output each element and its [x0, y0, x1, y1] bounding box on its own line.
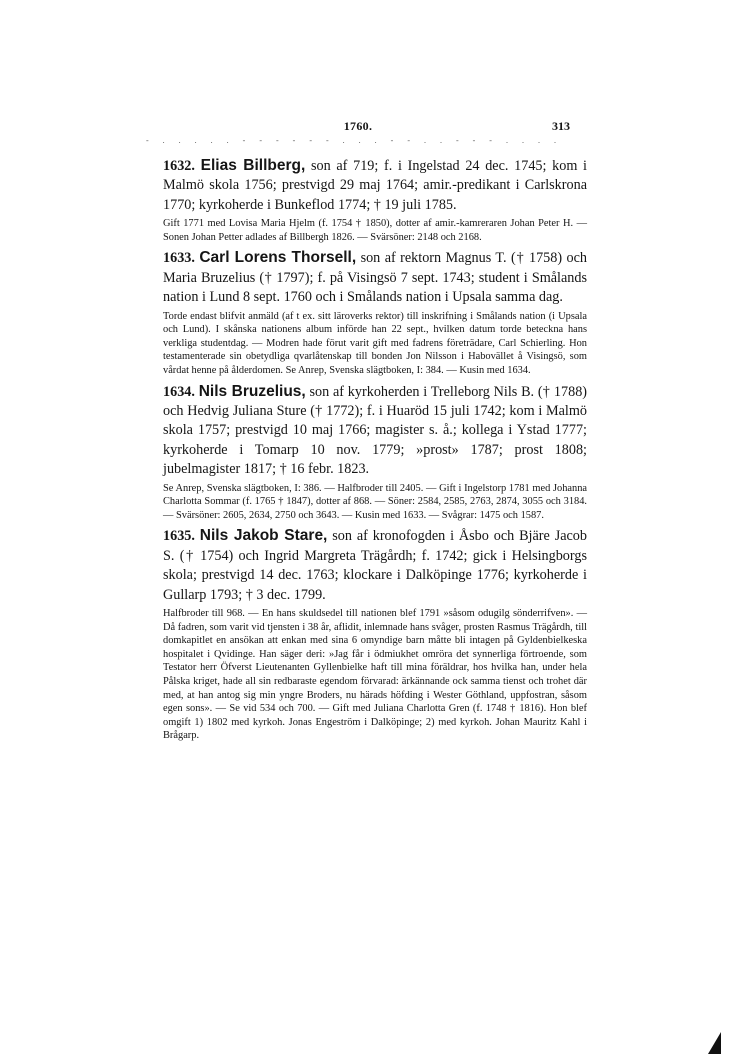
entry-1632 — [163, 156, 587, 244]
entry-note-text: Halfbroder till 968. — En hans skuldsedel till nationen blef 1791 »såsom odugilg sönderrifven». — Då fadren, som varit vid tjensten i 38 år, aflidit, inlemnade hans svåger, prosten Rasmus Trägårdh, till domkapitlet en ansökan att enkan med sina 6 omyndige barn måtte bli intagen på Gyldenbielkeska hospitalet i Qvidinge. Han säger deri: »Jag får i ödmiukhet omröra det synnerliga förtroende, som Testator herr Öfverst Lieutenanten Gyllenbielke haft till mina föräldrar, hos hvilka han, under hela Pålska kriget, hade all sin redbaraste egendom förvarad: ärkännande ock samma tienst och trohet där med, at han antog sig min yngre Broders, nu härads höfding i Wester Göthland, uppfostran, såsom egen sons». — Se vid 534 och 700. — Gift med Juliana Charlotta Gren (f. 1748 † 1816). Hon blef omgift 1) 1802 med kyrkoh. Jonas Engeström i Dalköpinge; 2) med kyrkoh. Johan Mauritz Kahl i Brågarp. — [163, 608, 587, 742]
entry-text: son af rektorn Magnus T. († 1758) och Maria Bruzelius († 1797); f. på Visingsö 7 sept. 1743; student i Smålands nation i Lund 8 sept. 1760 och i Smålands nation i Upsala samma dag. — [163, 250, 587, 306]
entry-number: 1635. — [163, 528, 195, 545]
entry-note-text: Se Anrep, Svenska slägtboken, I: 386. — Halfbroder till 2405. — Gift i Ingelstorp 1781 med Johanna Charlotta Sommar (f. 1765 † 1847), dotter af 868. — Söner: 2584, 2585, 2763, 2874, 3055 och 3184. — Svärsöner: 2605, 2634, 2750 och 3643. — Kusin med 1633. — Svågrar: 1475 och 1587. — [163, 482, 587, 521]
entry-note-text: Torde endast blifvit anmäld (af t ex. sitt läroverks rektor) till inskrifning i Smålands nation (i Upsala och Lund). I skånska nationens album införde han 22 sept., hvilken datum torde beteckna hans verkliga studentdag. — Modren hade förut varit gift med fadrens företrädare, Carl Schierling. Hon testamenterade sin obetydliga qvarlåtenskap till bonden Jon Nilsson i Habovället å Visingsö, som vårdat henne på ålderdomen. Se Anrep, Svenska slägtboken, I: 384. — Kusin med 1634. — [163, 310, 587, 376]
entry-number: 1634. — [163, 383, 195, 400]
entry-note-text: Gift 1771 med Lovisa Maria Hjelm (f. 1754 † 1850), dotter af amir.-kamreraren Johan Peter H. — Sonen Johan Petter adlades af Billbergh 1826. — Svärsöner: 2148 och 2168. — [163, 218, 587, 243]
entry-name: Elias Billberg, — [200, 157, 306, 174]
entry-1633 — [163, 248, 587, 377]
entry-1635 — [163, 526, 587, 743]
entry-note — [163, 482, 587, 523]
entry-note — [163, 217, 587, 244]
entry-name: Nils Jakob Stare, — [199, 527, 328, 545]
text-column — [163, 156, 587, 747]
entry-name: Carl Lorens Thorsell, — [199, 249, 357, 267]
entry-text: son af 719; f. i Ingelstad 24 dec. 1745; kom i Malmö skola 1756; prestvigd 29 maj 1764; amir.-predikant i Carlskrona 1770; kyrkoherde i Bunkeflod 1774; † 19 juli 1785. — [163, 158, 587, 213]
page-header — [146, 119, 570, 135]
entry-note — [163, 607, 587, 743]
page-number: 313 — [552, 119, 570, 133]
entry-number: 1633. — [163, 250, 195, 267]
entry-number: 1632. — [163, 158, 195, 174]
header-rule: - . . . . . - - - - - - . . . - - . . - - - . . . . — [146, 136, 562, 145]
entry-1634 — [163, 382, 587, 523]
entry-text: son af kronofogden i Åsbo och Bjäre Jacob S. († 1754) och Ingrid Margreta Trägårdh; f. 1742; gick i Helsingborgs skola; prestvigd 14 dec. 1763; klockare i Dalköpinge 1776; kyrkoherde i Gullarp 1793; † 3 dec. 1799. — [163, 528, 587, 603]
entry-text: son af kyrkoherden i Trelleborg Nils B. († 1788) och Hedvig Juliana Sture († 1772); f. i Huaröd 15 juli 1742; kom i Malmö skola 1757; prestvigd 10 maj 1766; magister s. å.; kollega i Ystad 1777; kyrkoherde i Tomarp 10 nov. 1779; »prost» 1787; prost 1808; jubelmagister 1817; † 16 febr. 1823. — [163, 383, 588, 478]
entry-main-text — [163, 156, 587, 215]
entry-main-text — [163, 526, 587, 605]
header-year: 1760. — [343, 119, 373, 133]
entry-main-text — [163, 382, 587, 480]
entry-name: Nils Bruzelius, — [198, 382, 306, 400]
entry-note — [163, 310, 587, 378]
entry-main-text — [163, 248, 587, 307]
signature-mark-icon — [708, 1032, 721, 1054]
